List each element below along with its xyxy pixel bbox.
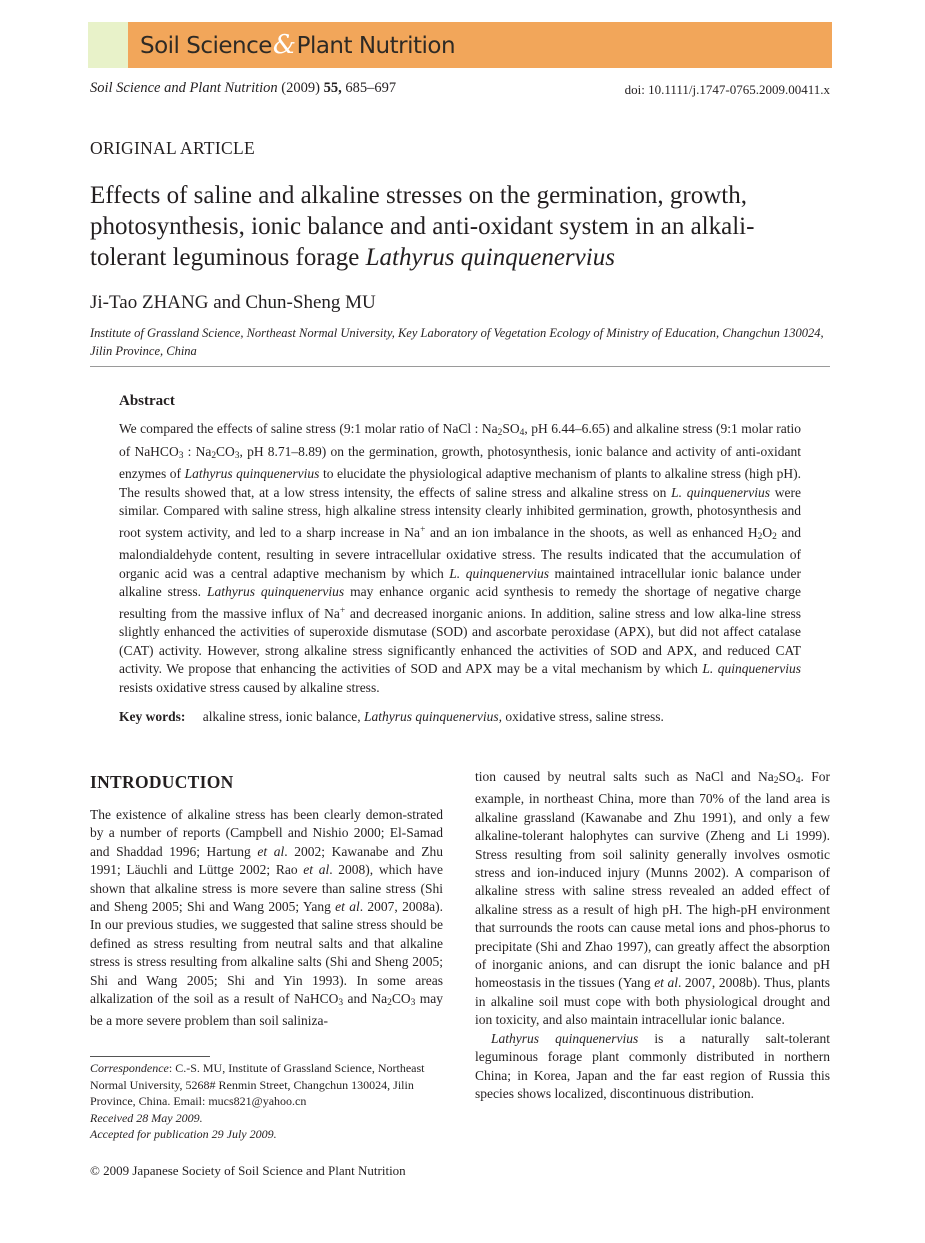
accepted-date: Accepted for publication 29 July 2009. bbox=[90, 1127, 277, 1141]
intro-column-left: The existence of alkaline stress has been clearly demon-strated by a number of reports (Campbell and Nishio 2000; El-Samad and Shaddad 1996; Hartung et al. 2002; Kawanabe and Zhu 1991; Läuchli and Lüttge 2002; Rao et al. 2008), which have shown that alkaline stress is more severe than saline stress (Shi and Sheng 2005; Shi and Wang 2005; Yang et al. 2007, 2008a). In our previous studies, we suggested that saline stress should be defined as stress resulting from neutral salts and that alkaline stress is stress resulting from alkaline salts (Shi and Sheng 2005; Shi and Wang 2005; Shi and Yin 1993). In some areas alkalization of the soil as a result of NaHCO$_3$ and $Na_2CO_3$ may be a more severe problem than soil saliniza- bbox=[90, 807, 444, 1029]
pages: 685–697 bbox=[345, 80, 397, 96]
abstract-heading: Abstract bbox=[119, 393, 175, 409]
volume: 55, bbox=[323, 80, 342, 96]
keywords-species: Lathyrus quinquenervius, bbox=[363, 709, 502, 724]
keywords bbox=[119, 709, 801, 725]
keywords-b: oxidative stress, saline stress. bbox=[505, 709, 664, 724]
title-species: Lathyrus quinquenervius bbox=[365, 244, 615, 271]
keywords-a: alkaline stress, ionic balance, bbox=[202, 709, 361, 724]
affiliation: Institute of Grassland Science, Northeast Normal University, Key Laboratory of Vegetation Ecology of Ministry of Education, Changchun 130024, Jilin Province, China bbox=[90, 326, 824, 358]
correspondence-label: Correspondence bbox=[90, 1061, 169, 1075]
journal-name: Soil Science and Plant Nutrition bbox=[90, 80, 278, 96]
journal-banner bbox=[88, 22, 832, 68]
footnote-rule bbox=[90, 1056, 210, 1057]
intro-column-right: tion caused by neutral salts such as NaCl and $Na_2SO_4$. For example, in northeast China, more than 70% of the land area is alkaline grassland (Kawanabe and Zhu 1991), and only a few alkaline-tolerant halophytes can survive (Zheng and Li 1999). Stress resulting from soil salinity generally involves osmotic stress and ion-induced injury (Munns 2002). A comparison of alkaline stress with saline stress revealed an added effect of alkaline stress as a result of high pH. The high-pH environment that surrounds the roots can cause metal ions and phos-phorus to precipitate (Shi and Zhao 1997), can greatly affect the absorption of inorganic anions, and can disrupt the ionic balance and pH homeostasis in the tissues (Yang et al. 2007, 2008b). Thus, plants in alkaline soil must cope with both physiological drought and ion toxicity, and also maintain intracellular ionic balance. Lathyrus quinquenervius is a naturally salt-tolerant leguminous forage plant commonly distributed in northern China; in Korea, Japan and the far east region of Russia this species shows localized, discontinuous distribution. bbox=[475, 769, 831, 1101]
copyright: © 2009 Japanese Society of Soil Science and Plant Nutrition bbox=[90, 1163, 406, 1178]
abstract-body: We compared the effects of saline stress (9:1 molar ratio of NaCl : $Na_2SO_4$, pH 6.44–6.65) and alkaline stress (9:1 molar ratio of NaHCO$_3$ : $Na_2CO_3$, pH 8.71–8.89) on the germination, growth, photosynthesis, ionic balance and activity of anti-oxidant enzymes of Lathyrus quinquenervius to elucidate the physiological adaptive mechanism of plants to alkaline stress (high pH). The results showed that, at a low stress intensity, the effects of saline stress and alkaline stress on L. quinquenervius were similar. Compared with saline stress, high alkaline stress intensity clearly inhibited germination, growth, photosynthesis and root system activity, and led to a sharp increase in Na+ and an ion imbalance in the shoots, as well as enhanced $H_2O_2$ and malondialdehyde content, resulting in severe intracellular oxidative stress. The results indicated that the accumulation of organic acid was a central adaptive mechanism by which L. quinquenervius maintained intracellular ionic balance under alkaline stress. Lathyrus quinquenervius may enhance organic acid synthesis to remedy the shortage of negative charge resulting from the massive influx of Na+ and decreased inorganic anions. In addition, saline stress and low alka-line stress slightly enhanced the activities of superoxide dismutase (SOD) and ascorbate peroxidase (APX), but did not affect catalase (CAT) activity. However, strong alkaline stress significantly enhanced the activities of SOD and APX, and reduced CAT activity. We propose that enhancing the activities of SOD and APX may be a vital mechanism by which L. quinquenervius resists oxidative stress caused by alkaline stress. bbox=[119, 421, 802, 695]
authors: Ji-Tao ZHANG and Chun-Sheng MU bbox=[90, 292, 376, 313]
correspondence-text: : C.-S. MU, Institute of Grassland Science, Northeast Normal University, 5268# Renmin Street, Changchun 130024, Jilin Province, China. Email: mucs821@yahoo.cn bbox=[90, 1061, 425, 1108]
received-date: Received 28 May 2009. bbox=[90, 1110, 203, 1125]
correspondence bbox=[90, 1060, 443, 1143]
banner-accent bbox=[88, 22, 128, 68]
doi[interactable]: doi: 10.1111/j.1747-0765.2009.00411.x bbox=[624, 82, 830, 97]
article-type: ORIGINAL ARTICLE bbox=[90, 138, 255, 158]
keywords-label: Key words: bbox=[119, 709, 186, 724]
title-main: Effects of saline and alkaline stresses on the germination, growth, photosynthesis, ionic balance and anti-oxidant system in an alkali-tolerant leguminous forage bbox=[90, 182, 755, 271]
divider bbox=[90, 366, 830, 367]
article-title bbox=[90, 180, 830, 273]
year: (2009) bbox=[281, 80, 320, 96]
journal-logo: Soil Science&Plant Nutrition bbox=[140, 30, 456, 60]
running-head bbox=[90, 80, 396, 97]
introduction-heading: INTRODUCTION bbox=[90, 772, 234, 792]
